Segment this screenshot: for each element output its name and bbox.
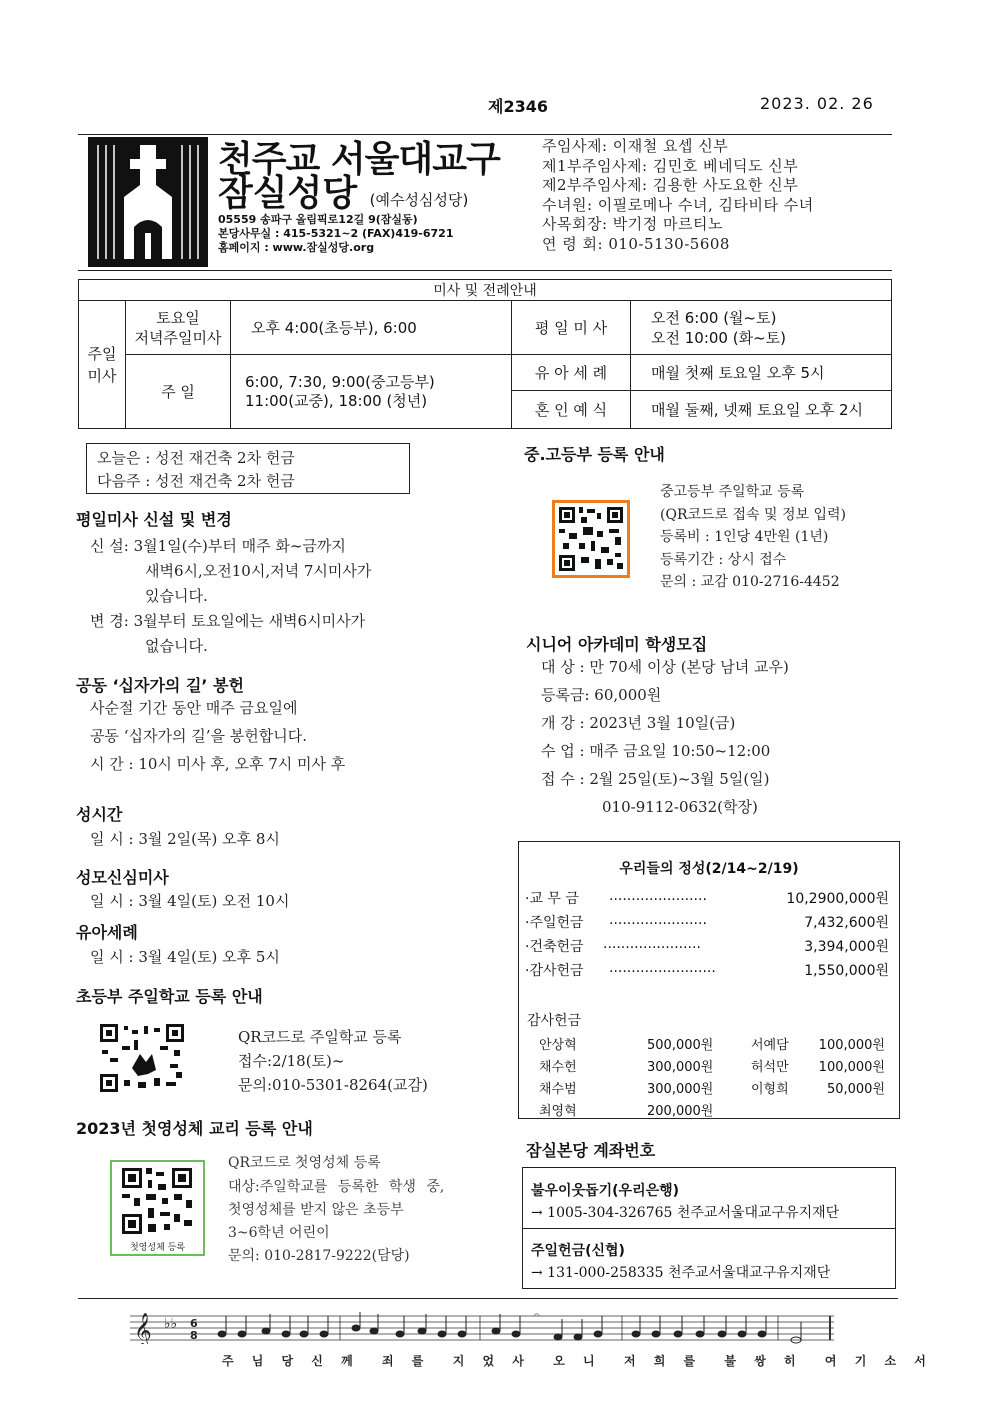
weekday-new-line5: 없습니다.: [145, 637, 208, 655]
offering-item-label: ·감사헌금: [525, 963, 584, 979]
church-name: 잠실성당: [218, 173, 358, 214]
offering-item-amount: 3,394,000원: [804, 939, 889, 955]
senior-title: 시니어 아카데미 학생모집: [526, 635, 708, 654]
homepage[interactable]: 홈페이지 : www.잠실성당.org: [218, 241, 375, 254]
accounts-divider: [523, 1228, 895, 1229]
holy-hour-title: 성시간: [76, 805, 123, 824]
svg-text:6: 6: [190, 1317, 198, 1330]
weekday-new-line4: 변 경: 3월부터 토요일에는 새벽6시미사가: [90, 612, 366, 630]
thanks-amount: 300,000원: [647, 1082, 714, 1097]
senior-line4: 수 업 : 매주 금요일 10:50~12:00: [541, 742, 771, 760]
sunday-time-1: 6:00, 7:30, 9:00(중고등부): [245, 372, 435, 391]
wedding-label: 혼 인 예 식: [512, 391, 631, 429]
header-divider: [78, 134, 892, 135]
stations-line2: 공동 ‘십자가의 길’을 봉헌합니다.: [90, 727, 307, 745]
thanks-name: 이형희: [751, 1082, 789, 1097]
svg-text:8: 8: [190, 1329, 198, 1342]
svg-text:♭♭: ♭♭: [164, 1316, 178, 1332]
infant-baptism-label: 유 아 세 례: [512, 355, 631, 391]
offering-item-label: ·건축헌금: [525, 939, 584, 955]
church-subname: (예수성심성당): [369, 191, 469, 209]
thanks-name: 채수범: [539, 1082, 577, 1097]
elementary-line2: 접수:2/18(토)~: [238, 1052, 345, 1070]
middle-high-line2: (QR코드로 접속 및 정보 입력): [660, 506, 846, 523]
senior-line1: 대 상 : 만 70세 이상 (본당 남녀 교우): [541, 658, 789, 676]
offering-item-amount: 10,2900,000원: [786, 891, 889, 907]
weekday-new-title: 평일미사 신설 및 변경: [76, 510, 232, 529]
marian-mass-line1: 일 시 : 3월 4일(토) 오전 10시: [90, 892, 290, 910]
offering-item-amount: 1,550,000원: [804, 963, 889, 979]
stations-line3: 시 간 : 10시 미사 후, 오후 7시 미사 후: [90, 755, 346, 773]
senior-line6: 010-9112-0632(학장): [602, 798, 758, 816]
infant-baptism-title: 유아세례: [76, 923, 138, 942]
church-name-line2: [218, 173, 469, 214]
saturday-times: 오후 4:00(초등부), 6:00: [231, 301, 512, 355]
thanks-amount: 200,000원: [647, 1104, 714, 1119]
account2-label: 주일헌금(신협): [531, 1243, 625, 1259]
elementary-line3: 문의:010-5301-8264(교감): [238, 1076, 428, 1094]
senior-line5: 접 수 : 2월 25일(토)~3월 5일(일): [541, 770, 770, 788]
weekday-time-2: 오전 10:00 (화~토): [651, 328, 786, 347]
thanks-amount: 500,000원: [647, 1038, 714, 1053]
middle-high-line5: 문의 : 교감 010-2716-4452: [660, 574, 840, 590]
thanks-amount: 100,000원: [818, 1060, 885, 1075]
offering-item-dots: ......................: [609, 912, 707, 928]
first-communion-line1: QR코드로 첫영성체 등록: [228, 1155, 381, 1171]
thanks-name: 안상혁: [539, 1038, 577, 1053]
weekday-new-line1: 신 설: 3월1일(수)부터 매주 화~금까지: [90, 537, 346, 555]
church-contact: [218, 213, 453, 255]
svg-text:𝄐: 𝄐: [534, 1310, 540, 1321]
staff-council: 사목회장: 박기정 마르티노: [542, 215, 723, 233]
collection-note-box: [86, 443, 410, 494]
sunday-label: 주 일: [126, 355, 231, 429]
offering-item-dots: ........................: [609, 960, 716, 976]
middle-high-qr-code[interactable]: [552, 500, 630, 578]
senior-line3: 개 강 : 2023년 3월 10일(금): [541, 714, 736, 732]
weekday-new-line2: 새벽6시,오전10시,저녁 7시미사가: [145, 562, 372, 580]
first-communion-line5: 문의: 010-2817-9222(담당): [228, 1248, 410, 1264]
thanks-name: 채수헌: [539, 1060, 577, 1075]
issue-number: 제2346: [488, 97, 548, 116]
holy-hour-line1: 일 시 : 3월 2일(목) 오후 8시: [90, 830, 280, 848]
middle-high-title: 중.고등부 등록 안내: [524, 445, 665, 464]
sunday-times: [231, 355, 512, 429]
music-staff: [130, 1310, 834, 1344]
staff-funeral: 연 령 회: 010-5130-5608: [542, 234, 730, 253]
elementary-title: 초등부 주일학교 등록 안내: [76, 987, 263, 1006]
stations-title: 공동 ‘십자가의 길’ 봉헌: [76, 676, 244, 695]
church-name-line1: 천주교 서울대교구: [218, 139, 500, 180]
footer-divider: [78, 1298, 898, 1299]
issue-date: 2023. 02. 26: [760, 94, 874, 113]
sunday-mass-label: 주일 미사: [79, 301, 126, 429]
weekday-label: 평 일 미 사: [512, 301, 631, 355]
staff-pastor: 주임사제: 이재철 요셉 신부: [542, 137, 729, 155]
account1-value[interactable]: → 1005-304-326765 천주교서울대교구유지재단: [531, 1205, 840, 1221]
middle-high-line1: 중고등부 주일학교 등록: [660, 484, 805, 500]
thanks-amount: 100,000원: [818, 1038, 885, 1053]
thanks-name: 최영혁: [539, 1104, 577, 1119]
thanks-offering-title: 감사헌금: [527, 1013, 582, 1029]
header-bottom-divider: [78, 270, 892, 271]
first-communion-qr-caption: 첫영성체 등록: [129, 1243, 186, 1253]
weekday-times: [631, 301, 892, 355]
offering-item-dots: ......................: [609, 888, 707, 904]
first-communion-title: 2023년 첫영성체 교리 등록 안내: [76, 1119, 313, 1138]
offering-item-label: ·주일헌금: [525, 915, 584, 931]
collection-next: 다음주 : 성전 재건축 2차 헌금: [97, 472, 295, 490]
thanks-name: 허석만: [751, 1060, 789, 1075]
first-communion-qr-code[interactable]: [110, 1160, 205, 1256]
svg-text:𝄞: 𝄞: [134, 1313, 152, 1344]
thanks-name: 서예담: [751, 1038, 789, 1053]
thanks-amount: 50,000원: [826, 1082, 885, 1097]
marian-mass-title: 성모신심미사: [76, 868, 169, 887]
staff-list: [542, 137, 814, 254]
staff-assistant2: 제2부주임사제: 김용한 사도요한 신부: [542, 176, 799, 194]
accounts-title: 잠실본당 계좌번호: [526, 1141, 656, 1160]
first-communion-line4: 3~6학년 어린이: [228, 1225, 330, 1241]
first-communion-line3: 첫영성체를 받지 않은 초등부: [228, 1202, 404, 1218]
account2-value[interactable]: → 131-000-258335 천주교서울대교구유지재단: [531, 1265, 831, 1281]
offering-item-dots: ......................: [603, 936, 701, 952]
offering-item-label: ·교 무 금: [525, 891, 579, 907]
infant-baptism-line1: 일 시 : 3월 4일(토) 오후 5시: [90, 948, 280, 966]
church-logo: [88, 137, 208, 267]
thanks-amount: 300,000원: [647, 1060, 714, 1075]
weekday-time-1: 오전 6:00 (월~토): [651, 308, 777, 327]
staff-sisters: 수녀원: 이필로메나 수녀, 김타비타 수녀: [542, 195, 814, 214]
sunday-time-2: 11:00(교중), 18:00 (청년): [245, 391, 428, 410]
offering-item-amount: 7,432,600원: [804, 915, 889, 931]
elementary-line1: QR코드로 주일학교 등록: [238, 1028, 402, 1046]
infant-baptism-value: 매월 첫째 토요일 오후 5시: [631, 355, 892, 391]
first-communion-line2: 대상:주일학교를 등록한 학생 중,: [228, 1179, 445, 1195]
address: 05559 송파구 올림픽로12길 9(잠실동): [218, 213, 418, 226]
staff-assistant1: 제1부주임사제: 김민호 베네딕도 신부: [542, 156, 799, 175]
stations-line1: 사순절 기간 동안 매주 금요일에: [90, 699, 298, 717]
weekday-new-line3: 있습니다.: [145, 587, 208, 605]
offering-box: [518, 841, 900, 1119]
mass-schedule-table: [78, 279, 892, 429]
elementary-qr-code[interactable]: [100, 1024, 184, 1092]
collection-today: 오늘은 : 성전 재건축 2차 헌금: [97, 449, 295, 467]
accounts-box: [522, 1167, 896, 1289]
music-lyrics: 주 님 당 신 께 죄 를 지 었 사 오 니 저 희 를 불 쌍 히 여 기 소 서: [222, 1354, 933, 1368]
account1-label: 불우이웃돕기(우리은행): [531, 1183, 680, 1199]
senior-line2: 등록금: 60,000원: [541, 686, 662, 704]
mass-table-caption: 미사 및 전례안내: [79, 280, 892, 301]
middle-high-line4: 등록기간 : 상시 접수: [660, 551, 787, 568]
middle-high-info: [660, 481, 846, 594]
office-phone: 본당사무실 : 415-5321~2 (FAX)419-6721: [218, 227, 454, 240]
saturday-label: 토요일 저녁주일미사: [126, 301, 231, 355]
offering-title: 우리들의 정성(2/14~2/19): [619, 861, 799, 877]
middle-high-line3: 등록비 : 1인당 4만원 (1년): [660, 529, 829, 545]
wedding-value: 매월 둘째, 넷째 토요일 오후 2시: [631, 391, 892, 429]
